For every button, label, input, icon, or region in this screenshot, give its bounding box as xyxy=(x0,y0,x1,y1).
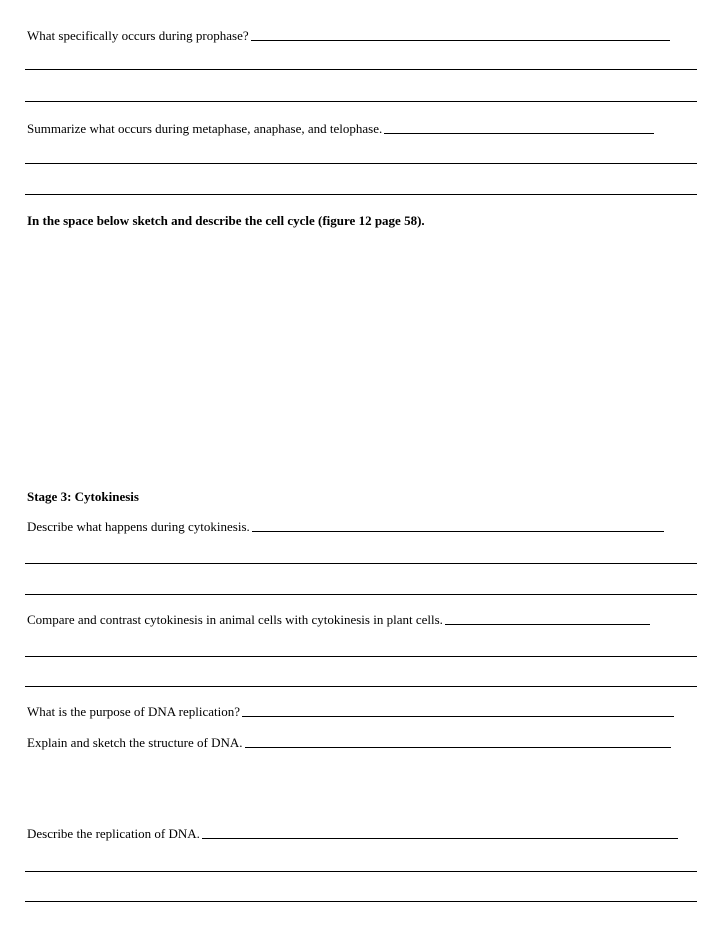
answer-line xyxy=(25,163,697,164)
compare-answer-line xyxy=(445,624,650,625)
sketch-space xyxy=(25,236,697,481)
dna-purpose-question-text: What is the purpose of DNA replication? xyxy=(27,704,240,719)
dna-structure-answer-line xyxy=(245,747,671,748)
cell-cycle-sketch-instruction xyxy=(27,213,425,229)
prophase-answer-line xyxy=(251,40,670,41)
answer-line xyxy=(25,686,697,687)
summarize-answer-line xyxy=(384,133,654,134)
stage3-heading-text: Stage 3: Cytokinesis xyxy=(27,489,139,504)
answer-line xyxy=(25,101,697,102)
dna-replication-question-text: Describe the replication of DNA. xyxy=(27,826,200,841)
dna-purpose-answer-line xyxy=(242,716,674,717)
cytokinesis-question-text: Describe what happens during cytokinesis. xyxy=(27,519,250,534)
cell-cycle-sketch-instruction-text: In the space below sketch and describe the cell cycle (figure 12 page 58). xyxy=(27,213,425,228)
answer-line xyxy=(25,563,697,564)
stage3-heading xyxy=(27,489,139,505)
answer-line xyxy=(25,871,697,872)
prophase-question xyxy=(27,28,670,44)
summarize-question xyxy=(27,121,654,137)
answer-line xyxy=(25,194,697,195)
compare-question-text: Compare and contrast cytokinesis in animal cells with cytokinesis in plant cells. xyxy=(27,612,443,627)
answer-line xyxy=(25,69,697,70)
dna-structure-question-text: Explain and sketch the structure of DNA. xyxy=(27,735,243,750)
cytokinesis-answer-line xyxy=(252,531,664,532)
cytokinesis-question xyxy=(27,519,664,535)
dna-purpose-question xyxy=(27,704,674,720)
answer-line xyxy=(25,901,697,902)
compare-question xyxy=(27,612,650,628)
prophase-question-text: What specifically occurs during prophase? xyxy=(27,28,249,43)
answer-line xyxy=(25,594,697,595)
dna-structure-question xyxy=(27,735,671,751)
dna-replication-answer-line xyxy=(202,838,678,839)
answer-line xyxy=(25,656,697,657)
summarize-question-text: Summarize what occurs during metaphase, anaphase, and telophase. xyxy=(27,121,383,136)
dna-replication-question xyxy=(27,826,678,842)
